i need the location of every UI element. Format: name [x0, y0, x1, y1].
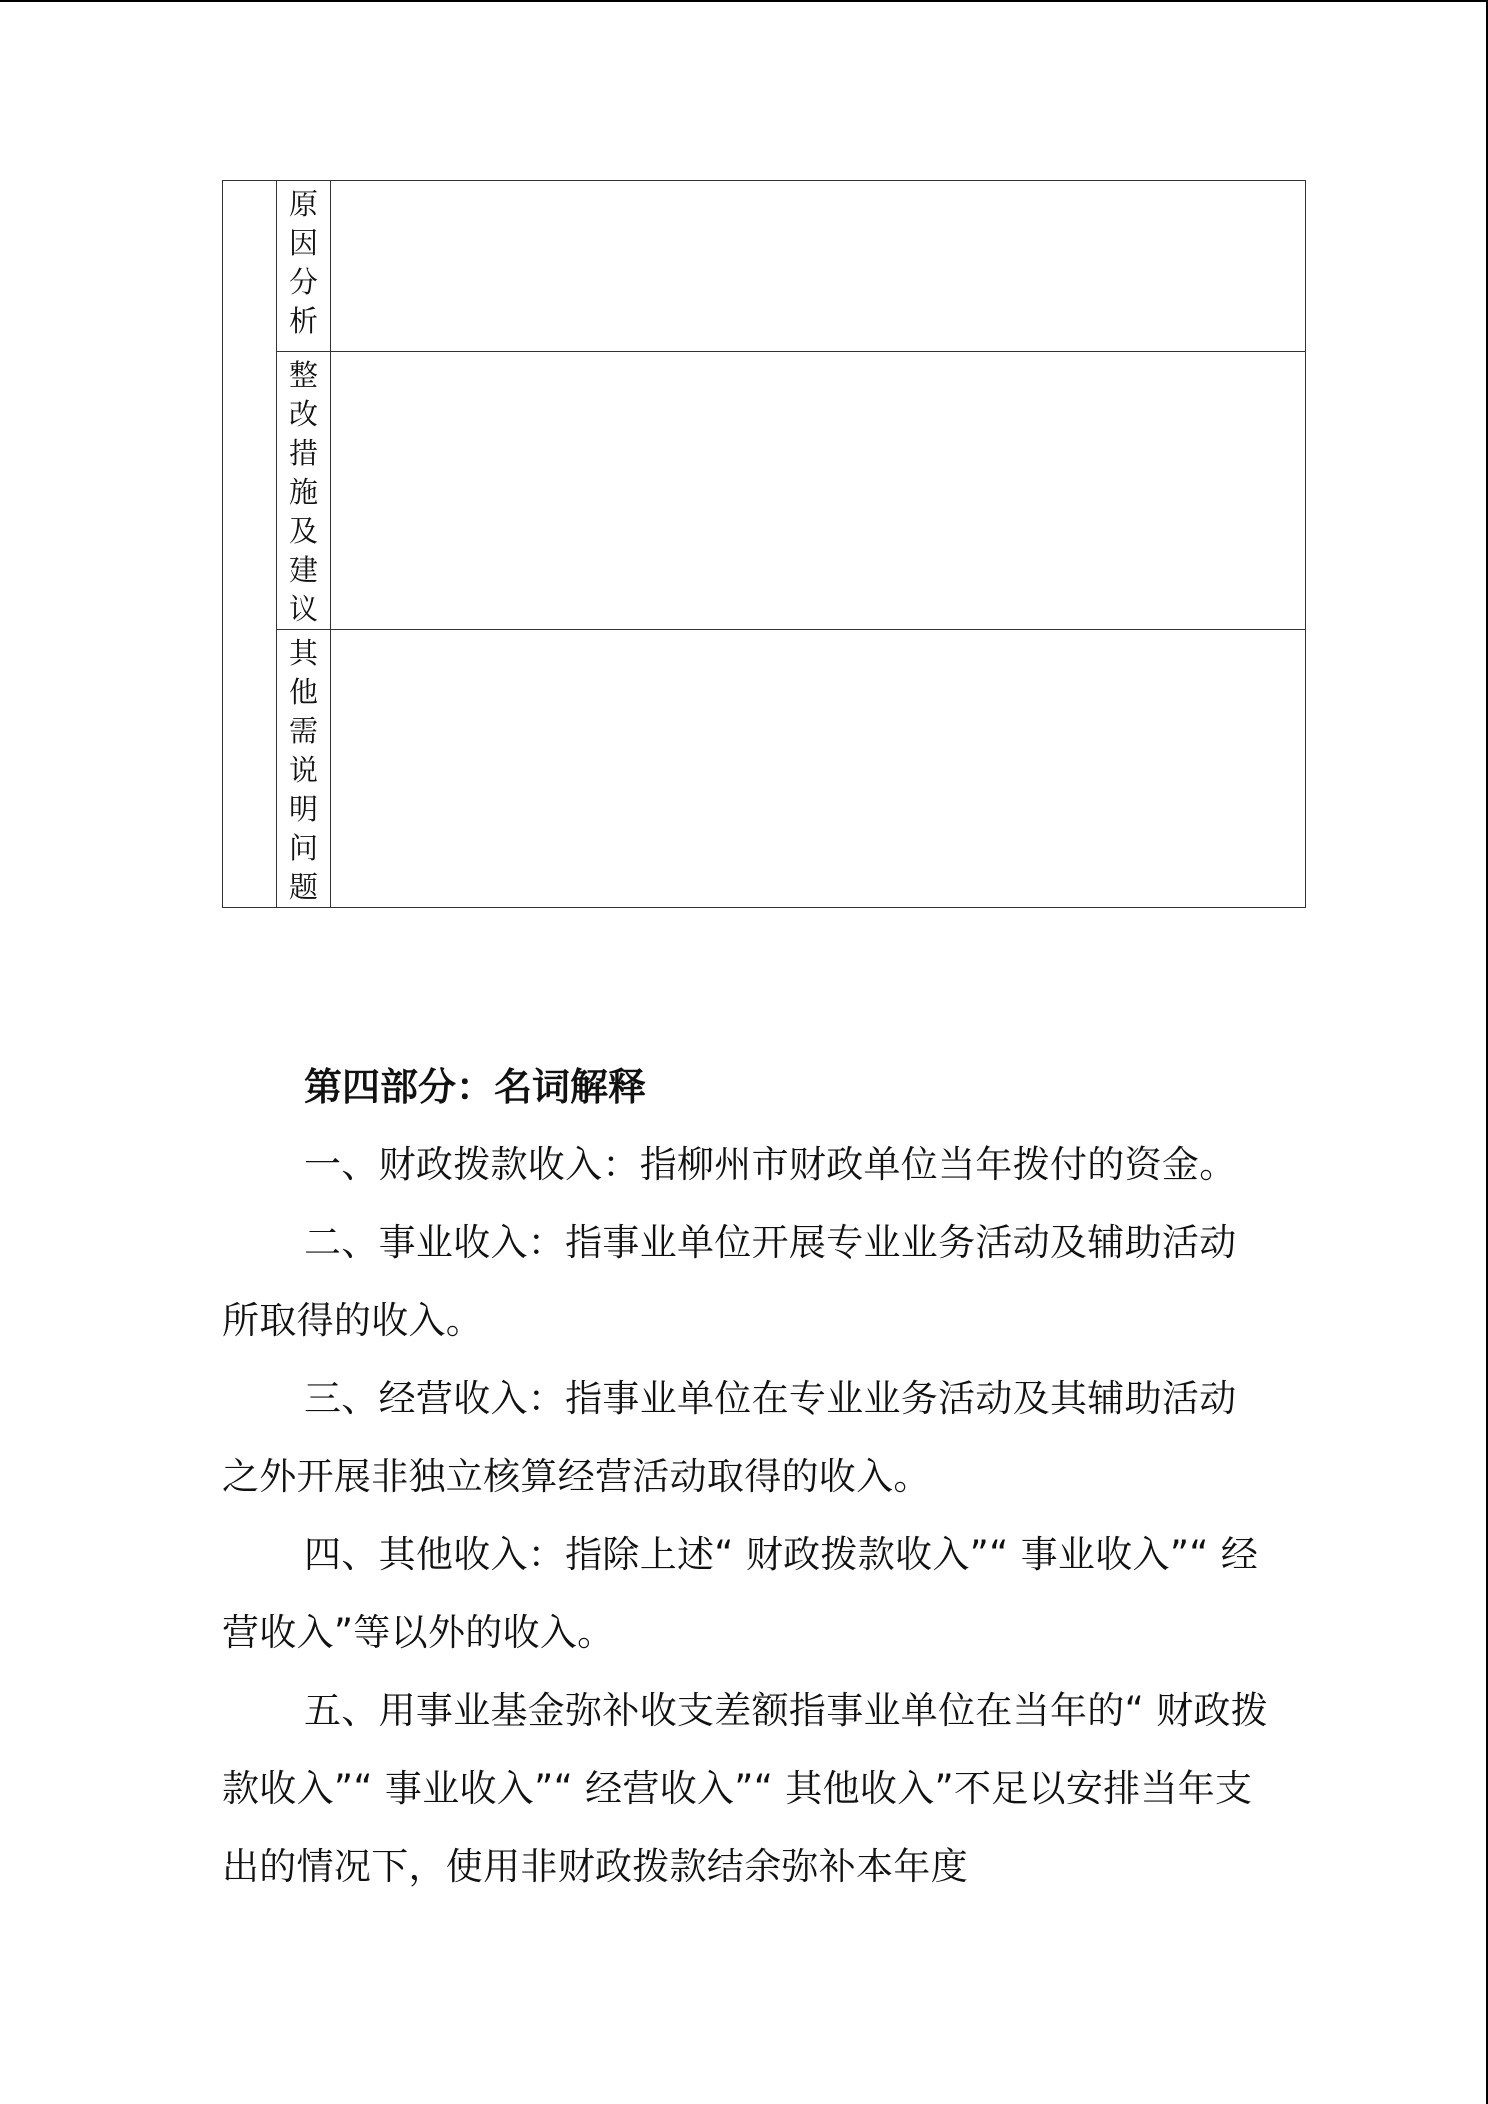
page-border-top	[0, 0, 1488, 2]
label-char: 改	[288, 397, 318, 431]
table-row	[223, 630, 1306, 908]
glossary-item-business-income: 二、事业收入：指事业单位开展专业业务活动及辅助活动所取得的收入。	[222, 1221, 1237, 1342]
glossary-item-business-fund-offset: 五、用事业基金弥补收支差额指事业单位在当年的“ 财政拨款收入”“ 事业收入”“ 经营收入”“ 其他收入”不足以安排当年支出的情况下，使用非财政拨款结余弥补本年度	[222, 1689, 1269, 1888]
label-char: 他	[288, 675, 318, 709]
label-char: 措	[288, 436, 318, 470]
label-char: 说	[288, 753, 318, 787]
table-row	[223, 181, 1306, 352]
label-char: 整	[288, 358, 318, 392]
label-char: 明	[288, 792, 318, 826]
table-blank-column-cell	[223, 181, 277, 908]
label-char: 问	[288, 831, 318, 865]
label-char: 题	[288, 870, 318, 904]
glossary-item-other-income: 四、其他收入：指除上述“ 财政拨款收入”“ 事业收入”“ 经营收入”等以外的收入。	[222, 1533, 1259, 1654]
label-char: 议	[288, 592, 318, 626]
label-char: 析	[288, 304, 318, 338]
label-char: 及	[288, 514, 318, 548]
label-char: 原	[288, 187, 318, 221]
label-char: 建	[288, 553, 318, 587]
rectification-measures-content	[331, 352, 1306, 630]
label-char: 施	[288, 475, 318, 509]
glossary-item-operating-income: 三、经营收入：指事业单位在专业业务活动及其辅助活动之外开展非独立核算经营活动取得的收入。	[222, 1377, 1237, 1498]
label-char: 分	[288, 265, 318, 299]
section-title: 第四部分：名词解释	[304, 1065, 647, 1109]
other-issues-content	[331, 630, 1306, 908]
cause-analysis-content	[331, 181, 1306, 352]
row-label-other-issues	[277, 630, 331, 908]
row-label-cause-analysis	[277, 181, 331, 352]
label-char: 其	[288, 636, 318, 670]
label-char: 需	[288, 714, 318, 748]
label-char: 因	[288, 226, 318, 260]
evaluation-table	[222, 180, 1306, 908]
glossary-item-fiscal-appropriation: 一、财政拨款收入：指柳州市财政单位当年拨付的资金。	[304, 1143, 1237, 1186]
glossary-section	[222, 1048, 1270, 1906]
row-label-rectification-measures	[277, 352, 331, 630]
table-row	[223, 352, 1306, 630]
